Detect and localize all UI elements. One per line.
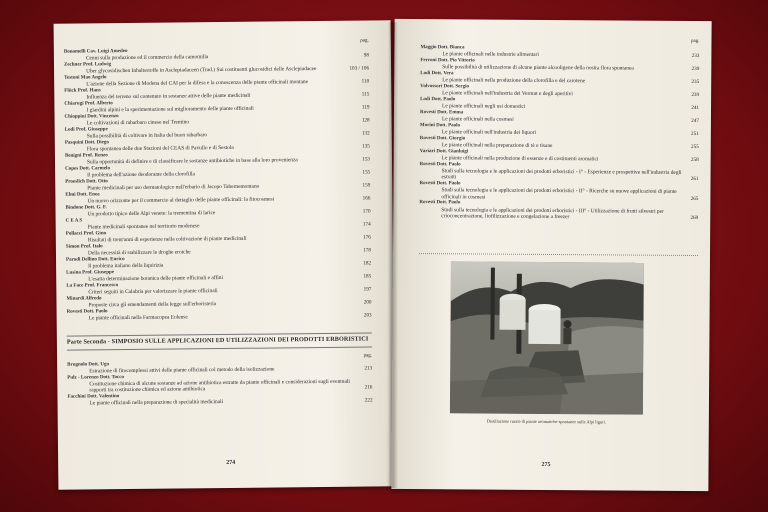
toc-author: Rovesti Dott. Giorgio xyxy=(419,136,466,142)
toc-title: Le piante officinali nell'industria dei liquori xyxy=(441,129,537,137)
toc-title: Sulle possibilità di utilizzazione di alcune piante alcooligene della nostra flora spontanea xyxy=(442,64,634,72)
toc-page-number: 132 xyxy=(361,130,370,137)
pag-label: pag. xyxy=(360,38,369,44)
toc-author: Rovesti Dott. Paolo xyxy=(66,309,108,315)
toc-entry xyxy=(420,45,699,59)
toc-page-number: 222 xyxy=(364,397,373,404)
page-number-left: 274 xyxy=(226,459,236,466)
toc-author: Flück Prof. Hans xyxy=(64,88,101,94)
toc-title: Il problema dell'azione deodorante della clorofilla xyxy=(87,171,195,179)
toc-page-number: 110 xyxy=(361,78,370,85)
toc-author: Bonomelli Cav. Luigi Amedeo xyxy=(63,49,128,55)
toc-author: Lodi Dott. Vera xyxy=(420,71,454,77)
toc-title: Studi sulla tecnologia e le applicazioni dei prodotti erboristici - I° - Esperienze e prospettive nell'industria degli estratti xyxy=(441,168,682,181)
toc-entry xyxy=(420,110,699,124)
toc-title: Influenza del terreno sul contenuto in sostanze attive delle piante medicinali xyxy=(86,92,251,101)
toc-title: Cenni sulla produzione ed il commercio della camomilla xyxy=(85,54,209,62)
distillation-photo xyxy=(450,261,644,414)
toc-entry xyxy=(67,391,372,407)
toc-page-number: 153 xyxy=(362,156,371,163)
toc-page-number: 203 xyxy=(363,312,372,319)
toc-title: Criteri seguiti in Calabria per valorizzare le piante officinali xyxy=(88,288,218,296)
toc-page-number: 176 xyxy=(363,234,371,241)
toc-title: Un prodotto tipico delle Alpi venete: la trementina di larice xyxy=(87,210,216,218)
toc-entry xyxy=(67,372,372,394)
toc-page-number: 155 xyxy=(362,169,371,176)
toc-title: Piante medicinali spontanee nel territorio modenese xyxy=(87,223,200,231)
toc-entry xyxy=(67,306,372,322)
toc-entry xyxy=(420,123,699,137)
toc-page-number: 235 xyxy=(691,79,700,86)
toc-entry xyxy=(420,58,699,72)
toc-page-number: 115 xyxy=(361,91,370,98)
toc-author: Morini Dott. Paolo xyxy=(419,123,461,129)
left-toc xyxy=(64,46,373,407)
toc-author: Simon Prof. Italo xyxy=(65,244,103,250)
toc-entry xyxy=(420,162,699,183)
toc-author: Variari Dott. Gianluigi xyxy=(419,149,469,155)
toc-author: Pollacci Prof. Gino xyxy=(65,231,107,237)
toc-page-number: 159 xyxy=(362,182,371,189)
right-page xyxy=(391,19,711,491)
toc-title: Le piante officinali nella preparazione di tè e tisane xyxy=(441,142,553,150)
toc-title: Flora spontanea delle due Stazioni del CEAS di Pavullo e di Sestola xyxy=(86,145,234,153)
toc-author: Volvossori Dott. Sergio xyxy=(420,84,470,90)
toc-title: Un nuovo orizzonte per il commercio al dettaglio delle piante officinali: la fitocosmesi xyxy=(87,196,275,205)
toc-title: Le piante officinali negli usi domestici xyxy=(442,103,526,111)
toc-entry xyxy=(419,200,698,221)
toc-title: Sulla opportunità di definire e di classificare le sostanze antibiotiche in base alla loro provenienza xyxy=(86,157,298,166)
toc-author: Maggio Dott. Bianca xyxy=(420,45,465,51)
toc-author: Pulz - Lorenzo Dott. Tocco xyxy=(67,374,125,381)
toc-title: Costituzione chimica di alcune sostanze ad azione antibiotica estratte da piante officinali e considerazioni sugli eventuali rapporti tra costituzione chimica ed azione antibiotica xyxy=(89,378,350,394)
toc-author: Minardi Alfredo xyxy=(66,296,102,302)
toc-page-number: 247 xyxy=(691,118,699,125)
toc-author: Proeslich Dott. Otto xyxy=(65,179,108,185)
toc-author: Lusina Prof. Giuseppe xyxy=(66,270,115,276)
photo-illustration xyxy=(450,261,644,414)
toc-author: La Face Prof. Francesco xyxy=(66,283,119,289)
toc-title: Le piante officinali nelle industrie alimentari xyxy=(442,51,539,59)
toc-page-number: 239 xyxy=(691,66,700,73)
toc-title: Studi sulla tecnologia e le applicazioni dei prodotti erboristici - II° - Ricerche su nuove applicazioni di piante officinali in cosmesi xyxy=(441,187,677,201)
toc-page-number: 182 xyxy=(363,260,372,267)
toc-author: C E A S xyxy=(65,218,83,224)
toc-page-number: 128 xyxy=(361,117,370,124)
toc-title: Studi sulla tecnologia e le applicazioni dei prodotti erboristici - III° - Utilizzazione di frutti silvestri per crioconcentrazione, liofilizzazione e congelazione a freezer xyxy=(441,206,664,220)
left-page xyxy=(54,20,396,490)
toc-title: Le piante officinali nella produzione della clorofilla e del carotene xyxy=(442,77,586,85)
toc-page-number: 178 xyxy=(363,247,371,254)
right-toc xyxy=(419,45,699,222)
toc-entry xyxy=(419,181,698,202)
toc-author: Lodi Prof. Giuseppe xyxy=(64,127,108,133)
toc-page-number: 251 xyxy=(691,131,699,138)
left-toc-entries xyxy=(64,46,372,322)
toc-title: L'azione della Sezione di Modena del CAI per la difesa e la conoscenza delle piante officinali montane xyxy=(86,79,309,88)
toc-author: Ferroni Dott. Pio Vittorio xyxy=(420,58,475,64)
toc-author: Brugnolo Dott. Ugo xyxy=(67,362,109,368)
section-toc-entries xyxy=(67,359,372,407)
toc-page-number: 135 xyxy=(362,143,370,150)
toc-page-number: 174 xyxy=(362,221,371,228)
toc-author: Parodi Dellino Dott. Enrico xyxy=(66,257,125,263)
toc-title: Piante medicinali per uso dermatologico nell'erbario di Jacopo Tabernemontano xyxy=(87,183,260,192)
toc-author: Copes Dott. Carmelo xyxy=(65,166,110,172)
toc-author: Zechner Prof. Ludwig xyxy=(63,62,112,68)
toc-title: Le coltivazioni di rabarbaro cinese nel Trentino xyxy=(86,119,190,127)
toc-title: Le piante officinali nella produzione di essenze e di costituenti aromatici xyxy=(441,155,599,163)
divider xyxy=(419,253,698,256)
photo-caption: Distillazione rurale di piante aromatiche spontanee sulle Alpi liguri. xyxy=(486,418,606,425)
toc-author: Testoni Mao Angelo xyxy=(64,75,107,81)
toc-page-number: 103 / 106 xyxy=(349,65,370,72)
toc-page-number: 185 xyxy=(363,273,372,280)
toc-page-number: 200 xyxy=(363,299,372,306)
book-gutter xyxy=(388,22,398,488)
toc-title: Uber glycosidischen Inhaltsstoffe in Asclepiadaceen (Trad.) Sui costituenti glucosidici delle Asclepiadacee xyxy=(86,66,317,75)
toc-entry xyxy=(420,97,699,111)
toc-title: Le piante officinali nella cosmesi xyxy=(441,116,514,123)
toc-entry xyxy=(420,84,699,98)
toc-title: I giardini alpini e la sperimentazione sul miglioramento delle piante officinali xyxy=(86,105,254,114)
toc-page-number: 258 xyxy=(690,157,699,164)
toc-author: Rovesti Dott. Paolo xyxy=(419,162,461,168)
toc-author: Rovesti Dott. Paolo xyxy=(419,200,461,206)
toc-page-number: 241 xyxy=(691,105,700,112)
toc-page-number: 269 xyxy=(690,214,699,221)
right-toc-entries xyxy=(419,45,699,221)
toc-title: Proposte circa gli emendamenti della legge sull'erboristeria xyxy=(88,301,217,309)
toc-page-number: 119 xyxy=(361,104,370,111)
toc-title: Della necessità di stabilizzare le droghe eroiche xyxy=(87,249,191,257)
pag-label: pag. xyxy=(363,353,373,359)
toc-title: Le piante officinali nella Farmacopea Eolense xyxy=(88,314,188,322)
toc-page-number: 213 xyxy=(364,365,373,372)
toc-page-number: 216 xyxy=(364,384,373,391)
toc-author: Chioppini Dott. Vincenzo xyxy=(64,114,119,120)
toc-author: Elmi Dott. Enea xyxy=(65,192,100,198)
toc-title: Le piante officinali nell'industria dei Vermut e degli aperitivi xyxy=(442,90,573,98)
pag-label: pag. xyxy=(690,38,700,45)
toc-title: Le piante officinali nella preparazione di specialità medicinali xyxy=(89,399,224,407)
toc-entry xyxy=(420,149,699,163)
toc-page-number: 170 xyxy=(362,208,371,215)
toc-author: Benigni Prof. Renzo xyxy=(64,153,108,159)
toc-author: Rovesti Dott. Paolo xyxy=(419,181,461,187)
page-number-right: 275 xyxy=(541,461,551,468)
toc-author: Rovesti Dott. Emma xyxy=(419,110,464,116)
toc-title: Sulla possibilità di coltivare in Italia del buon rabarbaro xyxy=(86,132,208,140)
toc-title: Il problema italiano della liquirizia xyxy=(88,262,164,270)
section-heading: Parte Seconda - SIMPOSIO SULLE APPLICAZIONI ED UTILIZZAZIONI DEI PRODOTTI ERBORISTICI xyxy=(67,333,372,350)
toc-page-number: 233 xyxy=(691,53,700,60)
toc-page-number: 197 xyxy=(363,286,372,293)
toc-page-number: 261 xyxy=(690,176,699,183)
toc-author: Facchini Dott. Valentino xyxy=(67,394,120,400)
toc-title: Estrazione di fitocomplessi attivi delle piante officinali col metodo della isolizzazione xyxy=(89,366,275,375)
toc-author: Pasquini Dott. Diego xyxy=(64,140,109,146)
toc-page-number: 239 xyxy=(691,92,700,99)
toc-page-number: 265 xyxy=(690,195,699,202)
toc-author: Lodi Dott. Paolo xyxy=(420,97,456,103)
toc-author: Bindone Dott. G. F. xyxy=(65,205,107,211)
toc-page-number: 255 xyxy=(690,144,699,151)
toc-title: Risultati di trent'anni di esperienze nella coltivazione di piante medicinali xyxy=(87,235,247,244)
toc-entry xyxy=(420,71,699,85)
toc-author: Chiarugi Prof. Alberto xyxy=(64,101,113,107)
toc-entry xyxy=(420,136,699,150)
toc-page-number: 166 xyxy=(362,195,371,202)
toc-title: L'esatta determinazione botanica delle piante officinali e affini xyxy=(88,275,224,283)
toc-page-number: 98 xyxy=(363,52,369,59)
